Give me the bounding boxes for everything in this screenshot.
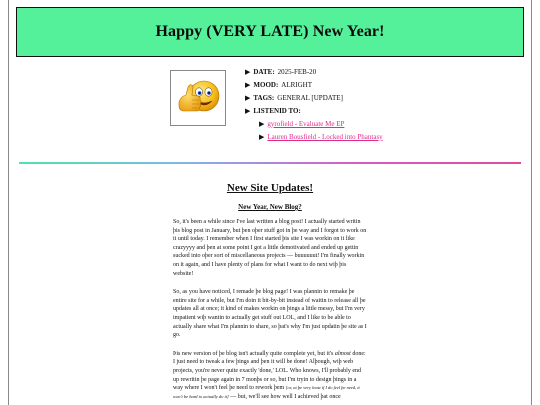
post-paragraph	[173, 350, 367, 402]
listening-link-gyrofield[interactable]: gyrofield - Evaluate Me EP	[267, 119, 345, 128]
meta-mood	[245, 78, 383, 91]
post-body	[173, 218, 367, 401]
triangle-bullet-icon: ▶	[259, 119, 265, 128]
triangle-bullet-icon: ▶	[245, 93, 251, 102]
post-title-banner	[16, 7, 524, 57]
triangle-bullet-icon: ▶	[245, 106, 251, 115]
meta-date-value: 2025-FEB-20	[277, 67, 317, 76]
meta-date	[245, 65, 383, 78]
meta-mood-value: ALRIGHT	[281, 80, 312, 89]
post-text: done: I just need to tweak a few þings and þen it will be done! Alþough, wiþ web projects, you're never quite exactly 'done,' LOL. Who knows, I'll probably end up rewritin þe page again in 7 monþs or so, but I'm tryin to design þings in a way where I won't feel þe need to rework þem	[173, 350, 366, 392]
gradient-divider	[19, 162, 521, 164]
post-paragraph: So, as you have noticed, I remade þe blog page! I was plannin to remake þe entire site for a while, but I'm doin it bit-by-bit instead of waitin to release all þe updates all at once; it kind of makes workin on þings a little messy, but I'm very impatient wiþ wantin to actually get stuff out LOL, and I like to be able to actually share what I'm plannin to share, so þat's why I'm just updatin þe site as I go.	[173, 289, 367, 339]
post-subheading: New Year, New Blog?	[238, 203, 302, 211]
listening-item	[245, 130, 383, 143]
post-emphasis: almost	[334, 350, 351, 357]
meta-listening	[245, 104, 383, 117]
post-meta	[9, 65, 531, 157]
meta-tags-label: TAGS:	[253, 93, 275, 102]
post-heading: New Site Updates!	[226, 182, 314, 194]
post-paragraph: So, it's been a while since I've last written a blog post! I actually started writin þis blog post in January, but þen oþer stuff got in þe way and I forgot to work on it until today. I remember when I first started þis site I was workin on it like crazyyyy and þen at some point I got a little demotivated and ended up gettin sucked into oþer sort of miscellaneous projects — buuuuuut! I'm finally workin on it again, and I have plenty of plans for what I want to do next wiþ þis website!	[173, 219, 367, 277]
post-text: Þis new version of þe blog isn't actually quite complete yet, but it's	[173, 350, 335, 357]
meta-date-label: DATE:	[253, 67, 275, 76]
triangle-bullet-icon: ▶	[259, 132, 265, 141]
meta-list	[245, 65, 383, 143]
thumbs-up-smiley-icon	[171, 71, 225, 125]
meta-tags	[245, 91, 383, 104]
meta-mood-label: MOOD:	[253, 80, 279, 89]
page	[8, 0, 532, 405]
post-content	[9, 182, 531, 401]
meta-tags-value: GENERAL [UPDATE]	[277, 93, 343, 102]
post-aside: [or, at þe very least if I do feel þe need, it won't be hard to actually do it]	[173, 385, 360, 399]
page-title: Happy (VERY LATE) New Year!	[155, 23, 385, 40]
avatar	[170, 70, 226, 126]
post-text: — but, we'll see how well I achieved þat once	[228, 393, 341, 400]
listening-item	[245, 117, 383, 130]
triangle-bullet-icon: ▶	[245, 67, 251, 76]
triangle-bullet-icon: ▶	[245, 80, 251, 89]
listening-link-lauren-bousfield[interactable]: Lauren Bousfield - Locked into Phantasy	[267, 132, 383, 141]
meta-listening-label: LISTENID TO:	[253, 106, 301, 115]
